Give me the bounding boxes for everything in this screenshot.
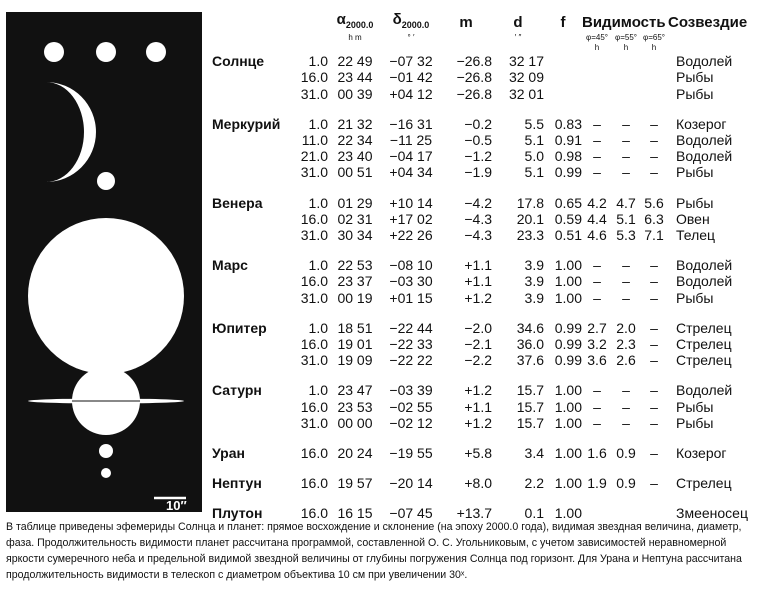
cell-date: 1.0 [308, 382, 328, 399]
cell-date: 31.0 [300, 227, 328, 244]
header-visibility: Видимость [582, 13, 666, 31]
vis-unit-55: h [623, 43, 629, 53]
cell-date: 16.0 [300, 445, 328, 462]
cell-date: 11.0 [301, 132, 328, 149]
cell-d: 36.0 [516, 336, 544, 353]
cell-d: 32 01 [508, 85, 544, 102]
header-row [212, 12, 768, 33]
table-row [212, 273, 768, 289]
cell-dec: −11 25 [389, 132, 433, 149]
cell-m: −26.8 [456, 69, 492, 86]
cell-f: 0.99 [554, 352, 582, 369]
table-row [212, 132, 768, 148]
ephemeris-table-wrap [212, 12, 768, 522]
table-row [212, 290, 768, 306]
cell-v2: – [622, 414, 630, 431]
cell-date: 16.0 [300, 398, 328, 415]
alpha-units: h m [348, 33, 362, 43]
ephemeris-body [212, 53, 768, 521]
cell-v3: – [650, 148, 658, 165]
table-row [212, 382, 768, 398]
cell-f: 1.00 [554, 475, 582, 492]
disk-neptune [101, 468, 111, 478]
cell-v2: – [622, 115, 630, 132]
cell-f: 1.00 [554, 398, 582, 415]
cell-con: Водолей [676, 132, 733, 149]
cell-ra: 23 40 [337, 148, 373, 165]
cell-dec: −02 55 [389, 398, 433, 415]
subheader-row-units [212, 43, 768, 53]
cell-m: −4.3 [464, 227, 492, 244]
planet-name: Венера [212, 194, 263, 211]
cell-ra: 23 47 [337, 382, 373, 399]
cell-con: Водолей [676, 382, 733, 399]
cell-date: 31.0 [300, 289, 328, 306]
cell-ra: 00 51 [337, 164, 373, 181]
cell-v1: – [593, 273, 601, 290]
cell-con: Рыбы [676, 85, 714, 102]
cell-f [544, 69, 582, 85]
cell-ra: 01 29 [337, 194, 373, 211]
cell-d: 3.9 [524, 257, 544, 274]
group-gap [212, 431, 768, 445]
group-gap [212, 491, 768, 505]
cell-v1: 2.7 [587, 319, 607, 336]
cell-f: 0.59 [554, 210, 582, 227]
cell-dec: −22 44 [389, 319, 433, 336]
cell-date: 16.0 [300, 475, 328, 492]
cell-v2: – [622, 382, 630, 399]
cell-m: −2.1 [464, 336, 492, 353]
cell-dec: −19 55 [389, 445, 433, 462]
planet-name: Марс [212, 257, 248, 274]
cell-v3: – [650, 289, 658, 306]
cell-v2: 2.0 [616, 319, 636, 336]
table-row [212, 445, 768, 461]
cell-m: +1.2 [464, 414, 492, 431]
cell-v3: – [650, 352, 658, 369]
cell-ra: 22 53 [337, 257, 373, 274]
cell-dec: +10 14 [389, 194, 433, 211]
planet-name: Сатурн [212, 382, 262, 399]
group-gap [212, 368, 768, 382]
group-gap [212, 306, 768, 320]
cell-v1 [582, 86, 612, 102]
cell-con: Рыбы [676, 164, 714, 181]
table-row [212, 320, 768, 336]
cell-date: 1.0 [308, 319, 328, 336]
cell-dec: +01 15 [389, 289, 433, 306]
disk-mercury-3 [146, 42, 166, 62]
cell-f [544, 86, 582, 102]
table-row [212, 352, 768, 368]
cell-dec: −07 45 [389, 505, 433, 522]
cell-v1: – [593, 164, 601, 181]
table-row [212, 257, 768, 273]
cell-f: 0.51 [554, 227, 582, 244]
group-gap [212, 461, 768, 475]
cell-dec: −20 14 [389, 475, 433, 492]
cell-con: Водолей [676, 53, 733, 70]
cell-m: +1.1 [464, 273, 492, 290]
cell-con: Рыбы [676, 69, 714, 86]
cell-v3: 5.6 [644, 194, 664, 211]
cell-f: 1.00 [554, 273, 582, 290]
planet-name: Меркурий [212, 115, 281, 132]
cell-dec: −04 17 [389, 148, 433, 165]
cell-date: 31.0 [300, 164, 328, 181]
cell-f: 1.00 [554, 445, 582, 462]
cell-dec: +17 02 [389, 210, 433, 227]
planet-name: Уран [212, 445, 245, 462]
cell-con: Стрелец [676, 475, 732, 492]
cell-d: 5.1 [524, 164, 544, 181]
disk-venus-crescent [46, 82, 96, 182]
cell-f: 1.00 [554, 414, 582, 431]
cell-v2: – [622, 164, 630, 181]
cell-dec: −02 12 [389, 414, 433, 431]
disk-uranus [99, 444, 113, 458]
table-row [212, 86, 768, 102]
cell-v1: 1.6 [587, 445, 607, 462]
cell-ra: 22 49 [337, 53, 373, 70]
cell-date: 1.0 [308, 115, 328, 132]
cell-v1: – [593, 257, 601, 274]
cell-con: Стрелец [676, 319, 732, 336]
cell-ra: 23 53 [337, 398, 373, 415]
table-row [212, 336, 768, 352]
cell-ra: 19 01 [337, 336, 373, 353]
cell-f: 1.00 [554, 289, 582, 306]
planet-name: Плутон [212, 505, 263, 522]
cell-m: −0.5 [464, 132, 492, 149]
disk-mercury-1 [44, 42, 64, 62]
cell-v2: 4.7 [616, 194, 636, 211]
table-row [212, 415, 768, 431]
cell-f: 1.00 [554, 382, 582, 399]
cell-f [544, 53, 582, 69]
cell-ra: 23 44 [337, 69, 373, 86]
cell-v3: 7.1 [644, 227, 664, 244]
cell-v2: – [622, 148, 630, 165]
cell-f: 1.00 [554, 257, 582, 274]
cell-m: +8.0 [464, 475, 492, 492]
cell-dec: −01 42 [389, 69, 433, 86]
disk-mars [97, 172, 115, 190]
cell-con: Рыбы [676, 289, 714, 306]
cell-con: Змееносец [676, 505, 748, 522]
cell-m: +1.1 [464, 398, 492, 415]
cell-ra: 02 31 [337, 210, 373, 227]
cell-dec: −03 39 [389, 382, 433, 399]
cell-d: 5.1 [524, 132, 544, 149]
cell-v1: 1.9 [587, 475, 607, 492]
group-gap [212, 181, 768, 195]
cell-date: 31.0 [300, 414, 328, 431]
cell-ra: 20 24 [337, 445, 373, 462]
d-units: ′ ″ [514, 33, 522, 43]
cell-v1: 3.6 [587, 352, 607, 369]
cell-v1: 3.2 [587, 336, 607, 353]
planet-name: Солнце [212, 53, 265, 70]
cell-d: 17.8 [516, 194, 544, 211]
cell-v1 [582, 69, 612, 85]
cell-v3: – [650, 382, 658, 399]
header-alpha: $\alpha_{2000.0}$ [336, 11, 374, 30]
table-row [212, 227, 768, 243]
cell-d: 15.7 [516, 398, 544, 415]
cell-d: 20.1 [516, 210, 544, 227]
cell-d: 15.7 [516, 414, 544, 431]
cell-v1: – [593, 382, 601, 399]
cell-d: 3.9 [524, 289, 544, 306]
cell-v3: – [650, 132, 658, 149]
cell-con: Овен [676, 210, 710, 227]
cell-ra: 16 15 [337, 505, 373, 522]
cell-v3: – [650, 398, 658, 415]
cell-ra: 22 34 [337, 132, 373, 149]
cell-ra: 00 00 [337, 414, 373, 431]
vis-unit-45: h [594, 43, 600, 53]
cell-m: +13.7 [456, 505, 492, 522]
cell-ra: 30 34 [337, 227, 373, 244]
cell-v1: 4.4 [587, 210, 607, 227]
cell-v3: – [650, 257, 658, 274]
cell-v1: – [593, 414, 601, 431]
cell-m: +1.2 [464, 289, 492, 306]
cell-v3 [640, 86, 668, 102]
cell-v2 [612, 69, 640, 85]
cell-v1: 4.2 [587, 194, 607, 211]
cell-v3: – [650, 273, 658, 290]
cell-m: −1.2 [464, 148, 492, 165]
cell-con: Водолей [676, 257, 733, 274]
vis-phi-55: φ=55° [615, 33, 637, 43]
cell-f: 0.83 [554, 115, 582, 132]
cell-f: 0.65 [554, 194, 582, 211]
cell-d: 23.3 [516, 227, 544, 244]
cell-f: 0.99 [554, 336, 582, 353]
vis-unit-65: h [651, 43, 657, 53]
table-row [212, 195, 768, 211]
cell-con: Водолей [676, 148, 733, 165]
cell-date: 16.0 [300, 273, 328, 290]
cell-date: 1.0 [308, 194, 328, 211]
vis-phi-65: φ=65° [643, 33, 665, 43]
cell-v2: – [622, 273, 630, 290]
cell-v2: 5.1 [616, 210, 636, 227]
cell-v2: – [622, 398, 630, 415]
cell-con: Рыбы [676, 194, 714, 211]
cell-d: 15.7 [516, 382, 544, 399]
cell-v1: – [593, 115, 601, 132]
cell-ra: 00 39 [337, 85, 373, 102]
cell-con: Козерог [676, 115, 727, 132]
cell-date: 21.0 [300, 148, 328, 165]
cell-dec: −08 10 [389, 257, 433, 274]
cell-v2: 0.9 [616, 475, 636, 492]
table-row [212, 53, 768, 69]
cell-date: 16.0 [300, 210, 328, 227]
planet-disks-panel [6, 12, 202, 512]
cell-d: 3.9 [524, 273, 544, 290]
cell-dec: −22 22 [389, 352, 433, 369]
cell-con: Телец [676, 227, 716, 244]
header-constellation: Созвездие [668, 13, 748, 31]
cell-d: 32 17 [508, 53, 544, 70]
cell-dec: −22 33 [389, 336, 433, 353]
cell-con: Стрелец [676, 352, 732, 369]
cell-con: Рыбы [676, 414, 714, 431]
group-gap [212, 243, 768, 257]
cell-v3: – [650, 319, 658, 336]
table-row [212, 148, 768, 164]
cell-ra: 19 09 [337, 352, 373, 369]
cell-date: 16.0 [300, 505, 328, 522]
cell-f: 0.98 [554, 148, 582, 165]
header-magnitude: m [459, 13, 473, 31]
cell-con: Козерог [676, 445, 727, 462]
cell-v3: – [650, 414, 658, 431]
cell-m: −26.8 [456, 85, 492, 102]
cell-v2: 2.3 [616, 336, 636, 353]
cell-v2: 0.9 [616, 445, 636, 462]
planet-disks-figure [6, 12, 202, 512]
cell-v3: – [650, 336, 658, 353]
planet-name: Юпитер [212, 319, 267, 336]
cell-d: 5.0 [524, 148, 544, 165]
cell-d: 3.4 [524, 445, 544, 462]
cell-m: −2.0 [464, 319, 492, 336]
cell-f: 1.00 [554, 505, 582, 522]
table-row [212, 475, 768, 491]
cell-d: 32 09 [508, 69, 544, 86]
cell-m: −4.2 [464, 194, 492, 211]
delta-units: ° ′ [407, 33, 415, 43]
cell-v1: 4.6 [587, 227, 607, 244]
disk-jupiter [28, 218, 184, 374]
group-gap [212, 102, 768, 116]
vis-phi-45: φ=45° [586, 33, 608, 43]
header-delta: $\delta_{2000.0}$ [392, 11, 430, 30]
planet-name: Нептун [212, 475, 262, 492]
cell-v1: – [593, 398, 601, 415]
cell-ra: 23 37 [337, 273, 373, 290]
cell-date: 31.0 [300, 85, 328, 102]
cell-d: 34.6 [516, 319, 544, 336]
scale-label: 10″ [166, 498, 187, 513]
cell-v1: – [593, 148, 601, 165]
cell-con: Рыбы [676, 398, 714, 415]
cell-m: −0.2 [464, 115, 492, 132]
header-diameter: d [513, 13, 523, 31]
cell-d: 0.1 [524, 505, 544, 522]
cell-d: 5.5 [524, 115, 544, 132]
cell-v3: – [650, 164, 658, 181]
cell-v3 [640, 53, 668, 69]
cell-date: 16.0 [300, 336, 328, 353]
cell-v2 [612, 53, 640, 69]
cell-f: 0.91 [554, 132, 582, 149]
ephemeris-table [212, 12, 768, 522]
cell-f: 0.99 [554, 164, 582, 181]
cell-v2: 5.3 [616, 227, 636, 244]
cell-f: 0.99 [554, 319, 582, 336]
subheader-row-phi [212, 33, 768, 43]
cell-m: +1.1 [464, 257, 492, 274]
cell-m: −26.8 [456, 53, 492, 70]
cell-v3: 6.3 [644, 210, 664, 227]
table-caption: В таблице приведены эфемериды Солнца и планет: прямое восхождение и склонение (на эпоху 2000.0 года), видимая звездная величина, диаметр, фаза. Продолжительность видимости планет рассчитана программой, составленной О. С. Угольниковым, с учетом зависимостей неравномерной яркости сумеречного неба и предельной видимой звездной величины от глубины погружения Солнца под горизонт. Для Урана и Нептуна рассчитана продолжительность видимости в телескоп с диаметром объектива 10 см при увеличении 30ˣ. [6, 521, 742, 581]
cell-date: 31.0 [300, 352, 328, 369]
cell-con: Стрелец [676, 336, 732, 353]
cell-ra: 18 51 [337, 319, 373, 336]
cell-v1: – [593, 132, 601, 149]
cell-date: 1.0 [308, 53, 328, 70]
cell-m: +5.8 [464, 445, 492, 462]
cell-v3: – [650, 115, 658, 132]
cell-date: 16.0 [300, 69, 328, 86]
cell-dec: +04 34 [389, 164, 433, 181]
cell-v2: – [622, 132, 630, 149]
table-row [212, 69, 768, 85]
cell-ra: 19 57 [337, 475, 373, 492]
cell-v1: – [593, 289, 601, 306]
disk-mercury-2 [96, 42, 116, 62]
header-phase: f [560, 13, 566, 31]
cell-v3 [640, 69, 668, 85]
cell-d: 37.6 [516, 352, 544, 369]
table-row [212, 116, 768, 132]
table-row [212, 399, 768, 415]
cell-con: Водолей [676, 273, 733, 290]
cell-d: 2.2 [524, 475, 544, 492]
cell-ra: 00 19 [337, 289, 373, 306]
cell-dec: +04 12 [389, 85, 433, 102]
cell-m: +1.2 [464, 382, 492, 399]
cell-v2: – [622, 257, 630, 274]
cell-date: 1.0 [308, 257, 328, 274]
cell-v2: 2.6 [616, 352, 636, 369]
table-row [212, 211, 768, 227]
cell-ra: 21 32 [337, 115, 373, 132]
cell-v3: – [650, 445, 658, 462]
cell-v2 [612, 86, 640, 102]
cell-m: −2.2 [464, 352, 492, 369]
table-row [212, 164, 768, 180]
cell-dec: −07 32 [389, 53, 433, 70]
cell-dec: +22 26 [389, 227, 433, 244]
cell-v2: – [622, 289, 630, 306]
cell-dec: −16 31 [389, 115, 433, 132]
cell-v3: – [650, 475, 658, 492]
cell-m: −4.3 [464, 210, 492, 227]
cell-m: −1.9 [464, 164, 492, 181]
cell-dec: −03 30 [389, 273, 433, 290]
cell-v1 [582, 53, 612, 69]
